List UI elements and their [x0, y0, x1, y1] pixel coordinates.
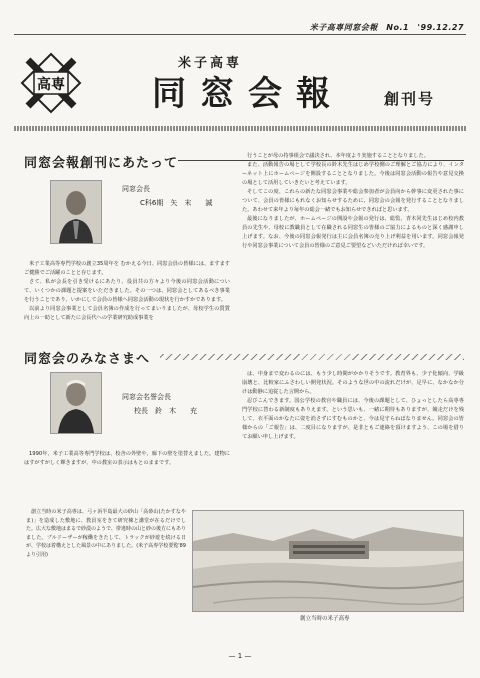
- college-name: 米子高専: [178, 56, 243, 71]
- section1-left-column: [24, 260, 230, 323]
- section2-rule: [160, 354, 464, 360]
- president-photo: [50, 180, 102, 244]
- principal-photo: [50, 372, 102, 434]
- college-logo-icon: [20, 52, 82, 114]
- paragraph: そしてこの度、これらの新たな同窓会事業や総会参加者が会員向から幹事に変更された事について、会員の皆様にもれなくお知らせするために、同窓会の会報を発行することとなりました。あわせて来年より毎年の総会一緒でもお知らせできればと思います。: [242, 189, 464, 213]
- section2-left-column: [24, 450, 230, 468]
- masthead-rule: [14, 126, 466, 131]
- paragraph: 最後になりましたが、ホームページの開設や会報の発行は、総監、青木同先生はじめ校内教員の先生や、母校に教職員として在職される同窓生の皆様のご協力によるものと深く感謝申し上げます。なお、今後の同窓会報発行は主に会員名簿の売り上げ利益を用います。同窓会報発行や同窓会事業について会員の皆様のご意見ご要望などいただければ幸いです。: [242, 216, 464, 249]
- paragraph: また、活動報告の場として学校長の鈴木先生はじめ学校側のご理解とご協力により、インターネット上にホームページを開設することとなりました。今後は同窓会活動の報告や意見交換の場として活用していきたいと考えています。: [242, 162, 464, 186]
- campus-photo: [192, 510, 464, 612]
- paragraph: 行うことが母の持事組会で議決され、本年度より実施することとなりました。: [247, 153, 429, 159]
- page-number: — 1 —: [228, 652, 252, 660]
- section1-right-column: [242, 152, 464, 251]
- paragraph: は、中身まで変わるのには、もう少し時間がかかりそうです。教育界も、少子化傾向、学級崩壊と、比較家にふさわしい開発状況。そのような世の中の流れだけが、足早に、なかなか分けは動静に追従した言開から。: [242, 371, 464, 395]
- edition-label: 創刊号: [384, 90, 436, 108]
- paragraph: 1990年、米子工業高等専門学校は、校舎の外壁や、廊下の壁を塗替えました。建物にはすがすがしく輝きますが、中の教室の表示はもとのままです。: [24, 451, 230, 466]
- newsletter-title: 同窓会報: [152, 74, 344, 114]
- section1-heading: 同窓会報創刊にあたって: [24, 156, 179, 171]
- paragraph: 以前より同窓会事業として会員名簿の作成を行ってまいりましたが、母校学生の質質向上の一助として新たに会長代への学業研究助成事業を: [24, 306, 230, 321]
- principal-name: 校長 鈴 木 充: [134, 407, 197, 415]
- president-name: C科6期 矢 末 誠: [140, 199, 213, 207]
- president-role: 同窓会長: [122, 185, 150, 193]
- section2-right-column: [242, 370, 464, 442]
- issue-info: 米子高専同窓会報 No.1 '99.12.27: [309, 23, 464, 32]
- photo-caption: 創立当時の米子高専: [300, 616, 350, 622]
- header-rule: [14, 34, 466, 35]
- history-text: [26, 508, 186, 560]
- paragraph: 米子工業高等専門学校の創立35周年を むかえる今日、同窓会員の皆様には、ますますご健勝でご活躍のことと存じます。: [24, 261, 230, 276]
- paragraph: 創立当時の米子高専は、弓ヶ浜半島最大の砂山「高砂山(たかすなやま)」を造成した敷地に、教員室をきて研究棟と講堂が在るだけでした。広大な敷地はまるで砂漠のようで、帯違時の山と砂の後方にもありました。ブルドーザーが稼働をきたして、トラックが砂遊を続ける日が、学校は着構えとした風景の中にありました。(米子高専学校要覧'89より引用): [26, 509, 186, 558]
- principal-role: 同窓会名誉会長: [122, 393, 171, 401]
- section2-heading: 同窓会のみなさまへ: [24, 352, 151, 367]
- svg-text:高専: 高専: [37, 77, 65, 93]
- paragraph: 忍びこんできます。国公学校の教官や職員には、今後の課題として、ひょっとしたら高専専門学校に替わる新制度もありえます。という思いも、一緒に期待もありますが、競走だけを残して、衣平面のかなたに姿を消さずにすむものかと、今は見守らねばなりません。同窓会の皆様からの「ご報告」は、二度目になりますが、是非ともご連絡を頂けますよう、この場を借りてお願い申し上げます。: [242, 398, 464, 440]
- paragraph: さて、私が会長を引き受けるにあたり、役員共の方々より今後の同窓会活動について、いくつかの課題と提案をいただきました。その一つは、同窓会としてあるべき事業を行うことであり、いかにして会員の皆様へ同窓会活動の現状を行かすかであります。: [24, 279, 230, 303]
